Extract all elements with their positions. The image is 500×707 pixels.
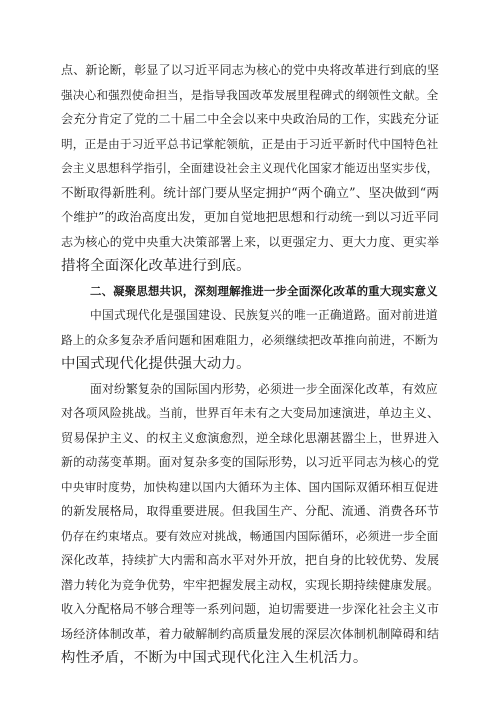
text-line: 明，正是由于习近平总书记掌舵领航，正是由于习近平新时代中国特色社: [61, 136, 439, 151]
document-body: [61, 58, 443, 671]
paragraph-2: [61, 377, 443, 671]
text-line: 新的动荡变革期。面对复杂多变的国际形势，以习近平同志为核心的党: [61, 455, 440, 469]
text-line: 个维护”的政治高度出发，更加自觉地把思想和行动统一到以习近平同: [61, 210, 440, 224]
text-line: 贸易保护主义、的权主义愈演愈烈，逆全球化思潮甚嚣尘上，世界进入: [61, 430, 440, 445]
text-line: 点、新论断，彰显了以习近平同志为核心的党中央将改革进行到底的坚: [61, 63, 440, 77]
paragraph-1: [61, 303, 443, 377]
text-line: 会充分肯定了党的二十届二中全会以来中央政治局的工作，实践充分证: [61, 112, 440, 126]
text-line: 收入分配格局不够合理等一系列问题，迫切需要进一步深化社会主义市: [61, 602, 440, 616]
text-line: 不断取得新胜利。统计部门要从坚定拥护“两个确立”、坚决做到“两: [61, 184, 440, 200]
text-line: 会主义思想科学指引，全面建设社会主义现代化国家才能迈出坚实步伐，: [61, 161, 439, 175]
text-line: 中国式现代化是强国建设、民族复兴的唯一正确道路。面对前进道: [90, 308, 438, 322]
text-line: 志为核心的党中央重大决策部署上来，以更强定力、更大力度、更实举: [61, 234, 440, 249]
text-line: 中国式现代化提供强大动力。: [61, 356, 251, 372]
text-line: 面对纷繁复杂的国际国内形势，必须进一步全面深化改革，有效应: [90, 381, 438, 396]
text-line: 强决心和强烈使命担当，是指导我国改革发展里程碑式的纲领性文献。全: [61, 87, 439, 102]
text-line: 路上的众多复杂矛盾问题和困难阻力，必须继续把改革推向前进，不断为: [61, 332, 439, 347]
text-line: 中央审时度势，加快构建以国内大循环为主体、国内国际双循环相互促进: [61, 479, 439, 494]
text-line: 构性矛盾，不断为中国式现代化注入生机活力。: [61, 650, 368, 666]
text-line: 潜力转化为竞争优势，牢牢把握发展主动权，实现长期持续健康发展。: [61, 577, 440, 592]
text-line: 措将全面深化改革进行到底。: [61, 258, 251, 274]
text-line: 对各项风险挑战。当前，世界百年未有之大变局加速演进，单边主义、: [61, 406, 440, 420]
text-line: 深化改革，持续扩大内需和高水平对外开放，把自身的比较优势、发展: [61, 553, 440, 567]
text-line: 仍存在约束堵点。要有效应对挑战，畅通国内国际循环，必须进一步全面: [61, 528, 439, 543]
section-heading: 二、凝聚思想共识，深刻理解推进一步全面深化改革的重大现实意义: [90, 283, 438, 298]
text-line: 场经济体制改革，着力破解制约高质量发展的深层次体制机制障碍和结: [61, 626, 440, 641]
text-line: 的新发展格局，取得重要进展。但我国生产、分配、流通、消费各环节: [61, 504, 440, 518]
intro-paragraph: [61, 58, 443, 279]
